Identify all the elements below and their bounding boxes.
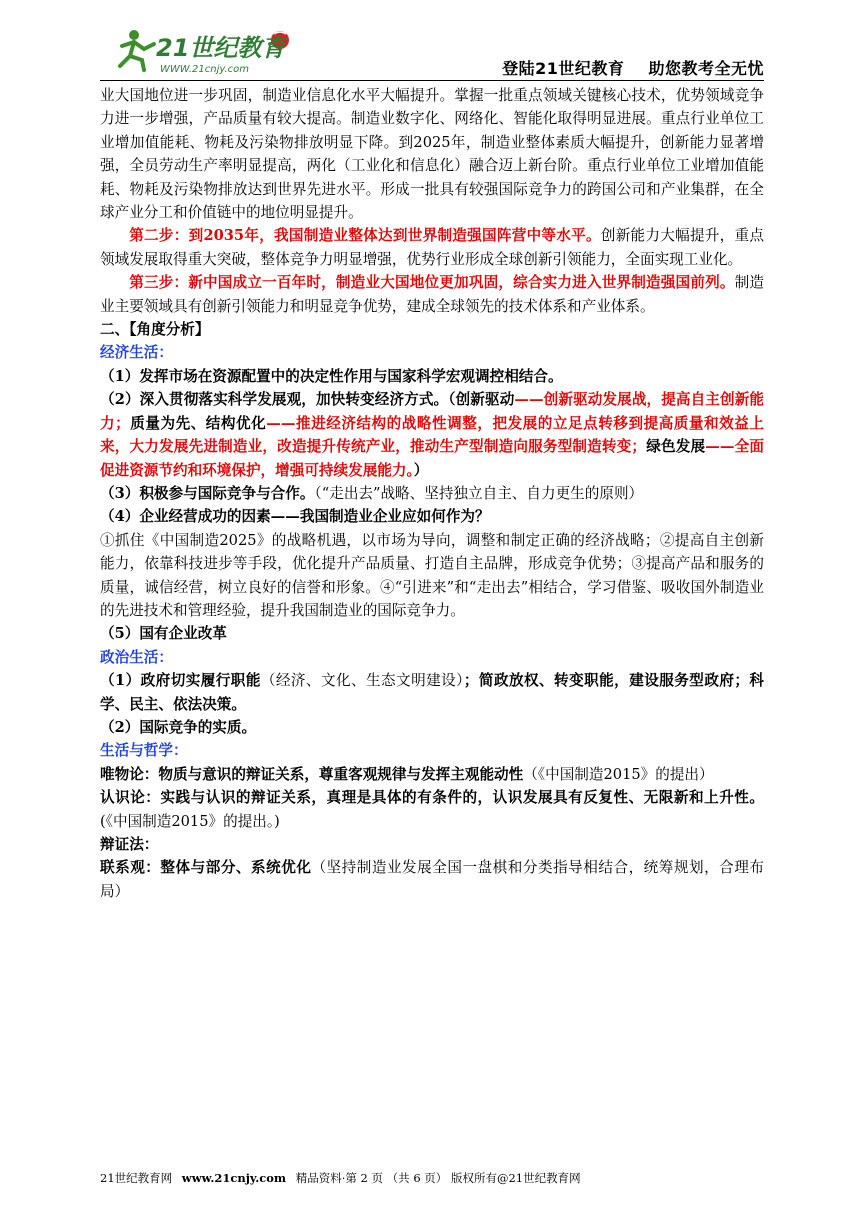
econ-point-2-close: ）: [413, 461, 429, 479]
pol-point-1: [100, 669, 764, 716]
step-three-text: 制造业主要领域具有创新引领能力和明显竞争优势，建成全球领先的技术体系和产业体系。: [100, 274, 764, 315]
document-body: [100, 84, 764, 903]
site-logo[interactable]: [104, 22, 304, 78]
slogan-motto: 助您教考全无忧: [648, 59, 764, 78]
econ-point-3-lead: （3）积极参与国际竞争与合作。: [100, 484, 315, 502]
econ-point-2-green-label: 绿色发展: [646, 438, 706, 456]
header-rule: [100, 80, 764, 81]
paragraph-step-three: [100, 271, 764, 318]
phil-materialism: [100, 763, 764, 786]
pol-point-1-lead: （1）政府切实履行职能: [100, 672, 261, 690]
econ-point-2-innovation: ——创新驱动发展战，提高自主创新能力；: [100, 391, 764, 432]
footer-info: 精品资料·第 2 页 （共 6 页） 版权所有@21世纪教育网: [295, 1171, 581, 1185]
footer-url-link[interactable]: www.21cnjy.com: [181, 1171, 287, 1185]
paragraph-step-two: [100, 224, 764, 271]
section-title-angle-analysis: 二、【角度分析】: [100, 321, 210, 339]
pol-point-2: （2）国际竞争的实质。: [100, 718, 257, 736]
phil-materialism-lead: 唯物论：物质与意识的辩证关系，尊重客观规律与发挥主观能动性: [100, 765, 524, 783]
phil-connection-note: （坚持制造业发展全国一盘棋和分类指导相结合，统筹规划，合理布局）: [100, 859, 764, 900]
logo-text: 21世纪教育: [156, 34, 286, 62]
econ-point-2-lead: （2）深入贯彻落实科学发展观，加快转变经济方式。（创新驱动: [100, 391, 515, 409]
phil-dialectics: 辩证法：: [100, 836, 159, 853]
phil-connection: [100, 856, 764, 903]
heading-philosophy: 生活与哲学：: [100, 742, 188, 760]
step-two-heading: 第二步：到2035年，我国制造业整体达到世界制造强国阵营中等水平。: [129, 227, 601, 245]
econ-point-2-quality: ——推进经济结构的战略性调整，把发展的立足点转移到提高质量和效益上来，大力发展先进制造业，改造提升传统产业，推动生产型制造向服务型制造转变；: [100, 414, 764, 456]
heading-economic-life: 经济生活：: [100, 344, 173, 362]
econ-point-4: （4）企业经营成功的因素——我国制造业企业应如何作为？: [100, 508, 490, 526]
page-footer: [100, 1170, 764, 1186]
step-three-heading: 第三步：新中国成立一百年时，制造业大国地位更加巩固，综合实力进入世界制造强国前列。: [129, 274, 735, 292]
logo-url: WWW.21cnjy.com: [160, 64, 250, 75]
econ-point-2: [100, 388, 764, 482]
pol-point-1-rest: ；简政放权、转变职能，建设服务型政府；科学、民主、依法决策。: [100, 672, 764, 713]
heading-political-life: 政治生活：: [100, 648, 173, 666]
footer-site: 21世纪教育网: [100, 1171, 173, 1185]
pol-point-1-note: （经济、文化、生态文明建设）: [260, 672, 464, 690]
phil-epistemology-lead: 认识论：实践与认识的辩证关系，真理是具体的有条件的，认识发展具有反复性、无限新和上升性。: [100, 789, 764, 807]
paragraph-step-one: 业大国地位进一步巩固，制造业信息化水平大幅提升。掌握一批重点领域关键核心技术，优势领域竞争力进一步增强，产品质量有较大提高。制造业数字化、网络化、智能化取得明显进展。重点行业单位工业增加值能耗、物耗及污染物排放明显下降。到2025年，制造业整体素质大幅提升，创新能力显著增强，全员劳动生产率明显提高，两化（工业化和信息化）融合迈上新台阶。重点行业单位工业增加值能耗、物耗及污染物排放达到世界先进水平。形成一批具有较强国际竞争力的跨国公司和产业集群，在全球产业分工和价值链中的地位明显提升。: [100, 87, 764, 222]
phil-connection-lead: 联系观：整体与部分、系统优化: [100, 859, 312, 877]
econ-point-2-quality-label: 质量为先、结构优化: [129, 414, 267, 432]
econ-point-4-detail: ①抓住《中国制造2025》的战略机遇，以市场为导向，调整和制定正确的经济战略；②提高自主创新能力，依靠科技进步等手段，优化提升产品质量、打造自主品牌，形成竞争优势；③提高产品和服务的质量，诚信经营，树立良好的信誉和形象。④“引进来”和“走出去”相结合，学习借鉴、吸收国外制造业的先进技术和管理经验，提升我国制造业的国际竞争力。: [100, 531, 764, 619]
phil-materialism-note: （《中国制造2015》的提出）: [523, 765, 714, 783]
phil-epistemology-note: (《中国制造2015》的提出。): [100, 812, 280, 830]
slogan-login: 登陆21世纪教育: [502, 59, 625, 78]
econ-point-1: （1）发挥市场在资源配置中的决定性作用与国家科学宏观调控相结合。: [100, 367, 563, 385]
econ-point-3-note: （“走出去”战略、坚持独立自主、自力更生的原则）: [314, 484, 644, 502]
econ-point-2-green: ——全面促进资源节约和环境保护，增强可持续发展能力。: [100, 438, 764, 479]
step-two-text: 创新能力大幅提升，重点领域发展取得重大突破，整体竞争力明显增强，优势行业形成全球创新引领能力，全面实现工业化。: [100, 227, 764, 268]
econ-point-5: （5）国有企业改革: [100, 625, 227, 643]
page-header: [100, 22, 764, 80]
phil-epistemology: [100, 786, 764, 833]
header-slogan: [484, 56, 764, 79]
econ-point-3: [100, 482, 764, 505]
